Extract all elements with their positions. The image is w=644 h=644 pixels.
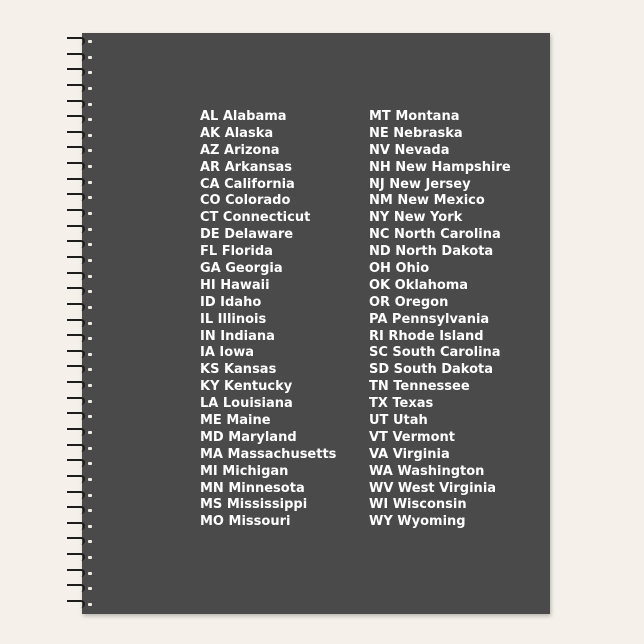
spiral-coil — [67, 397, 85, 405]
state-entry: NY New York — [369, 210, 463, 226]
state-entry: NE Nebraska — [369, 125, 463, 141]
state-entry: RI Rhode Island — [369, 328, 484, 344]
spiral-coil — [67, 209, 85, 217]
binding-hole — [88, 337, 92, 340]
state-entry: CA California — [200, 176, 295, 192]
state-entry: IN Indiana — [200, 328, 275, 344]
state-entry: ND North Dakota — [369, 244, 494, 260]
state-entry: SC South Carolina — [369, 345, 501, 361]
spiral-coil — [67, 459, 85, 467]
state-entry: CO Colorado — [200, 193, 291, 209]
spiral-coil — [67, 100, 85, 108]
binding-hole — [88, 40, 92, 43]
states-column-left — [200, 109, 336, 531]
binding-hole — [88, 368, 92, 371]
spiral-coil — [67, 53, 85, 61]
binding-hole — [88, 181, 92, 184]
state-entry: VA Virginia — [369, 446, 450, 462]
state-entry: GA Georgia — [200, 261, 283, 277]
spiral-coil — [67, 475, 85, 483]
state-entry: NV Nevada — [369, 142, 450, 158]
binding-hole — [88, 306, 92, 309]
state-entry: KY Kentucky — [200, 379, 293, 395]
spiral-coil — [67, 146, 85, 154]
spiral-coil — [67, 303, 85, 311]
binding-hole — [88, 509, 92, 512]
spiral-coil — [67, 334, 85, 342]
state-entry: HI Hawaii — [200, 277, 270, 293]
spiral-coil — [67, 84, 85, 92]
state-entry: SD South Dakota — [369, 362, 494, 378]
state-entry: TX Texas — [369, 396, 434, 412]
state-entry: NC North Carolina — [369, 227, 501, 243]
state-entry: MS Mississippi — [200, 497, 308, 513]
binding-hole — [88, 290, 92, 293]
state-entry: TN Tennessee — [369, 379, 470, 395]
state-entry: NH New Hampshire — [369, 159, 511, 175]
state-entry: ME Maine — [200, 413, 271, 429]
binding-hole — [88, 103, 92, 106]
state-entry: MT Montana — [369, 109, 460, 124]
binding-hole — [88, 212, 92, 215]
state-entry: MD Maryland — [200, 429, 297, 445]
state-entry: NJ New Jersey — [369, 176, 471, 192]
spiral-coil — [67, 115, 85, 123]
spiral-coil — [67, 225, 85, 233]
binding-hole — [88, 603, 92, 606]
state-entry: IL Illinois — [200, 311, 267, 327]
binding-hole — [88, 478, 92, 481]
spiral-coil — [67, 522, 85, 530]
spiral-coil — [67, 162, 85, 170]
spiral-coil — [67, 381, 85, 389]
state-entry: AL Alabama — [200, 109, 287, 124]
state-entry: ID Idaho — [200, 294, 262, 310]
state-entry: WV West Virginia — [369, 480, 497, 496]
state-entry: LA Louisiana — [200, 396, 293, 412]
spiral-coil — [67, 287, 85, 295]
spiral-coil — [67, 319, 85, 327]
binding-hole — [88, 572, 92, 575]
state-entry: PA Pennsylvania — [369, 311, 490, 327]
state-entry: IA Iowa — [200, 345, 254, 361]
spiral-coil — [67, 600, 85, 608]
binding-hole — [88, 431, 92, 434]
state-entry: KS Kansas — [200, 362, 277, 378]
binding-hole — [88, 462, 92, 465]
spiral-coil — [67, 412, 85, 420]
spiral-notebook — [67, 33, 550, 614]
state-entry: MA Massachusetts — [200, 446, 337, 462]
binding-hole — [88, 71, 92, 74]
binding-hole — [88, 243, 92, 246]
spiral-coil — [67, 350, 85, 358]
spiral-coil — [67, 444, 85, 452]
spiral-coil — [67, 131, 85, 139]
spiral-coil — [67, 553, 85, 561]
state-entry: FL Florida — [200, 244, 273, 260]
state-entry: OK Oklahoma — [369, 277, 469, 293]
state-entry: CT Connecticut — [200, 210, 311, 226]
spiral-coil — [67, 365, 85, 373]
state-entry: MI Michigan — [200, 463, 289, 479]
binding-hole — [88, 196, 92, 199]
state-entry: AK Alaska — [200, 125, 274, 141]
spiral-coil — [67, 37, 85, 45]
binding-hole — [88, 149, 92, 152]
binding-hole — [88, 56, 92, 59]
binding-hole — [88, 540, 92, 543]
spiral-coil — [67, 272, 85, 280]
binding-hole — [88, 353, 92, 356]
spiral-coil — [67, 428, 85, 436]
state-entry: WA Washington — [369, 463, 485, 479]
state-entry: MN Minnesota — [200, 480, 305, 496]
binding-hole — [88, 494, 92, 497]
binding-hole — [88, 259, 92, 262]
spiral-coil — [67, 68, 85, 76]
binding-hole — [88, 400, 92, 403]
binding-hole — [88, 587, 92, 590]
state-entry: WY Wyoming — [369, 514, 466, 530]
state-entry: OH Ohio — [369, 261, 430, 277]
binding-hole — [88, 118, 92, 121]
state-entry: UT Utah — [369, 413, 428, 429]
binding-hole — [88, 525, 92, 528]
binding-hole — [88, 275, 92, 278]
state-entry: AZ Arizona — [200, 142, 280, 158]
spiral-coil — [67, 193, 85, 201]
spiral-coil — [67, 584, 85, 592]
binding-hole — [88, 87, 92, 90]
state-entry: AR Arkansas — [200, 159, 292, 175]
state-entry: VT Vermont — [369, 429, 455, 445]
binding-hole — [88, 322, 92, 325]
states-column-right — [369, 109, 511, 531]
state-entry: MO Missouri — [200, 514, 291, 530]
state-entry: DE Delaware — [200, 227, 294, 243]
binding-hole — [88, 447, 92, 450]
state-entry: WI Wisconsin — [369, 497, 467, 513]
state-entry: NM New Mexico — [369, 193, 485, 209]
notebook-cover — [82, 33, 550, 614]
binding-hole — [88, 556, 92, 559]
spiral-coil — [67, 240, 85, 248]
binding-hole — [88, 415, 92, 418]
binding-hole — [88, 134, 92, 137]
spiral-coil — [67, 491, 85, 499]
binding-hole — [88, 228, 92, 231]
binding-hole — [88, 384, 92, 387]
spiral-coil — [67, 569, 85, 577]
spiral-coil — [67, 178, 85, 186]
spiral-coil — [67, 506, 85, 514]
spiral-coil — [67, 537, 85, 545]
spiral-coil — [67, 256, 85, 264]
binding-hole — [88, 165, 92, 168]
state-entry: OR Oregon — [369, 294, 449, 310]
